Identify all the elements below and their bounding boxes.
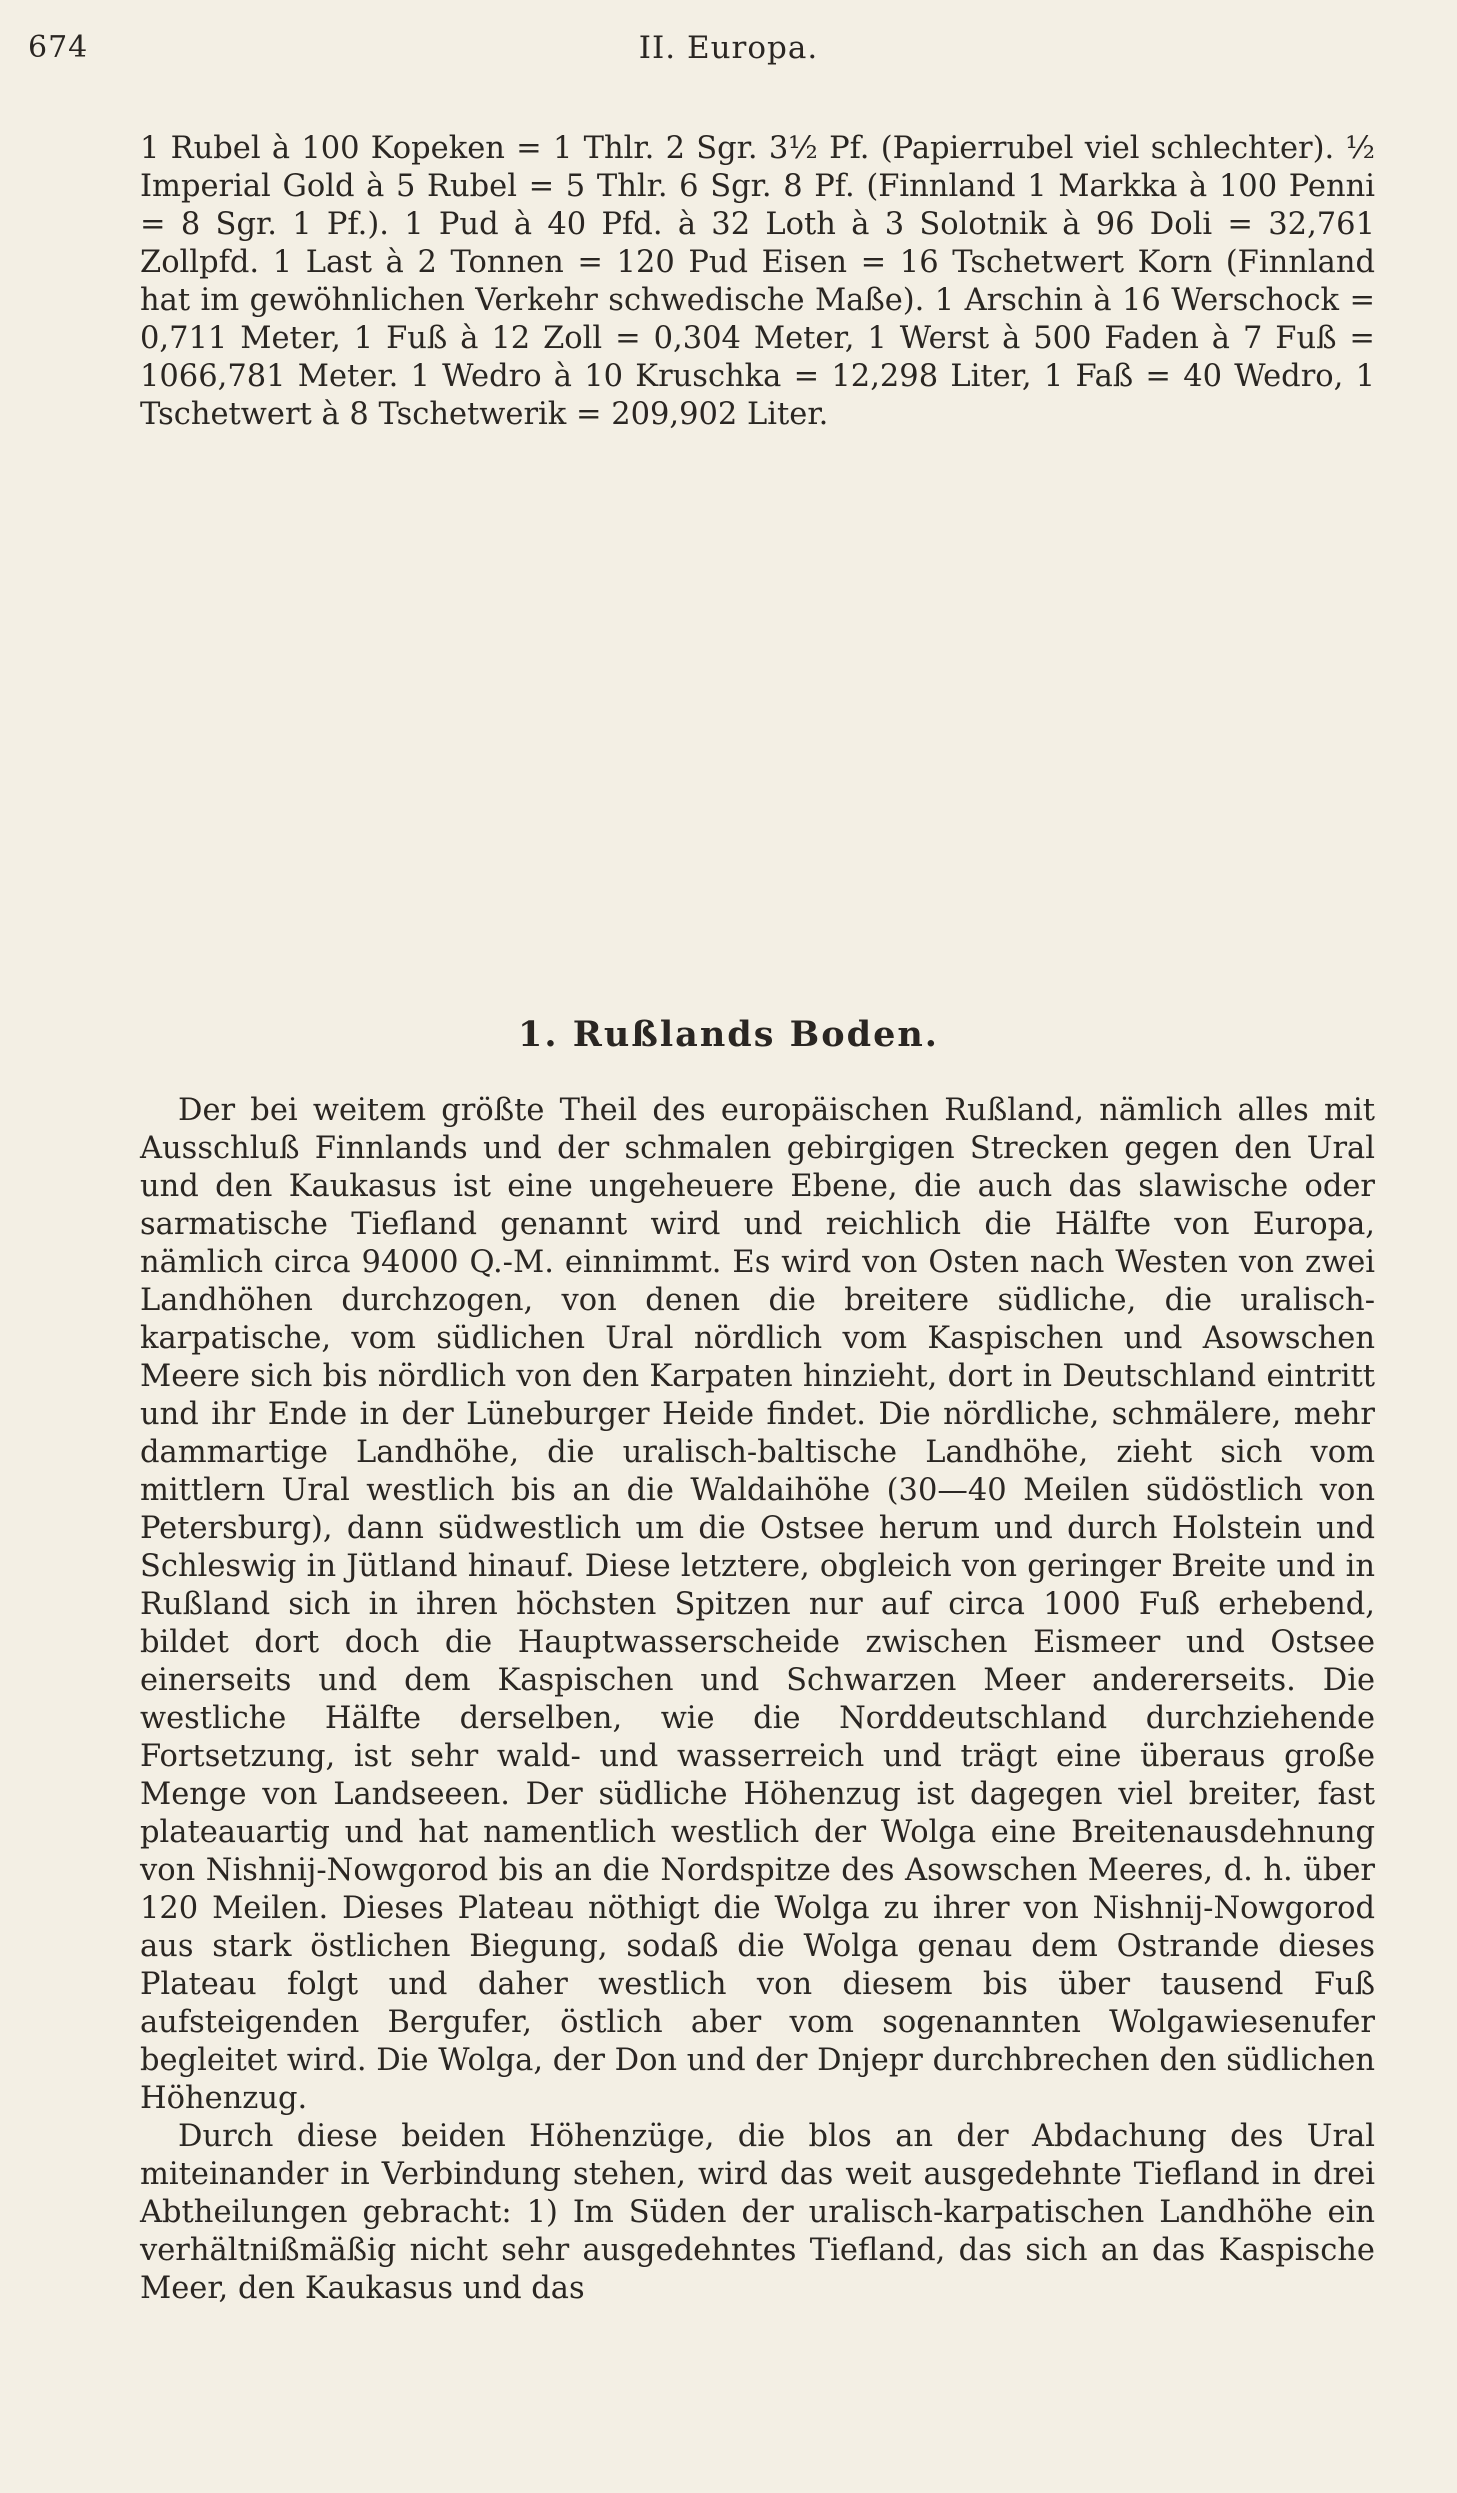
- intro-paragraph-block: [140, 130, 1375, 434]
- section-heading: 1. Rußlands Boden.: [518, 1014, 939, 1055]
- page-header: [0, 22, 1457, 82]
- body-paragraph-1: Der bei weitem größte Theil des europäischen Rußland, nämlich alles mit Ausschluß Finnlands und der schmalen gebirgigen Strecken gegen den Ural und den Kaukasus ist eine ungeheuere Ebene, die auch das slawische oder sarmatische Tiefland genannt wird und reichlich die Hälfte von Europa, nämlich circa 94000 Q.-M. einnimmt. Es wird von Osten nach Westen von zwei Landhöhen durchzogen, von denen die breitere südliche, die uralisch-karpatische, vom südlichen Ural nördlich vom Kaspischen und Asowschen Meere sich bis nördlich von den Karpaten hinzieht, dort in Deutschland eintritt und ihr Ende in der Lüneburger Heide findet. Die nördliche, schmälere, mehr dammartige Landhöhe, die uralisch-baltische Landhöhe, zieht sich vom mittlern Ural westlich bis an die Waldaihöhe (30—40 Meilen südöstlich von Petersburg), dann südwestlich um die Ostsee herum und durch Holstein und Schleswig in Jütland hinauf. Diese letztere, obgleich von geringer Breite und in Rußland sich in ihren höchsten Spitzen nur auf circa 1000 Fuß erhebend, bildet dort doch die Hauptwasserscheide zwischen Eismeer und Ostsee einerseits und dem Kaspischen und Schwarzen Meer andererseits. Die westliche Hälfte derselben, wie die Norddeutschland durchziehende Fortsetzung, ist sehr wald- und wasserreich und trägt eine überaus große Menge von Landseeen. Der südliche Höhenzug ist dagegen viel breiter, fast plateauartig und hat namentlich westlich der Wolga eine Breitenausdehnung von Nishnij-Nowgorod bis an die Nordspitze des Asowschen Meeres, d. h. über 120 Meilen. Dieses Plateau nöthigt die Wolga zu ihrer von Nishnij-Nowgorod aus stark östlichen Biegung, sodaß die Wolga genau dem Ostrande dieses Plateau folgt und daher westlich von diesem bis über tausend Fuß aufsteigenden Bergufer, östlich aber vom sogenannten Wolgawiesenufer begleitet wird. Die Wolga, der Don und der Dnjepr durchbrechen den südlichen Höhenzug.: [140, 1093, 1375, 2116]
- body-paragraph-2: Durch diese beiden Höhenzüge, die blos an der Abdachung des Ural miteinander in Verbindung stehen, wird das weit ausgedehnte Tiefland in drei Abtheilungen gebracht: 1) Im Süden der uralisch-karpatischen Landhöhe ein verhältnißmäßig nicht sehr ausgedehntes Tiefland, das sich an das Kaspische Meer, den Kaukasus und das: [140, 2119, 1375, 2306]
- body-text-block: [140, 1092, 1375, 2308]
- intro-paragraph: 1 Rubel à 100 Kopeken = 1 Thlr. 2 Sgr. 3½ Pf. (Papierrubel viel schlechter). ½ Imperial Gold à 5 Rubel = 5 Thlr. 6 Sgr. 8 Pf. (Finnland 1 Markka à 100 Penni = 8 Sgr. 1 Pf.). 1 Pud à 40 Pfd. à 32 Loth à 3 Solotnik à 96 Doli = 32,761 Zollpfd. 1 Last à 2 Tonnen = 120 Pud Eisen = 16 Tschetwert Korn (Finnland hat im gewöhnlichen Verkehr schwedische Maße). 1 Arschin à 16 Werschock = 0,711 Meter, 1 Fuß à 12 Zoll = 0,304 Meter, 1 Werst à 500 Faden à 7 Fuß = 1066,781 Meter. 1 Wedro à 10 Kruschka = 12,298 Liter, 1 Faß = 40 Wedro, 1 Tschetwert à 8 Tschetwerik = 209,902 Liter.: [140, 131, 1375, 432]
- running-title: II. Europa.: [638, 30, 819, 66]
- page-number: 674: [28, 30, 89, 65]
